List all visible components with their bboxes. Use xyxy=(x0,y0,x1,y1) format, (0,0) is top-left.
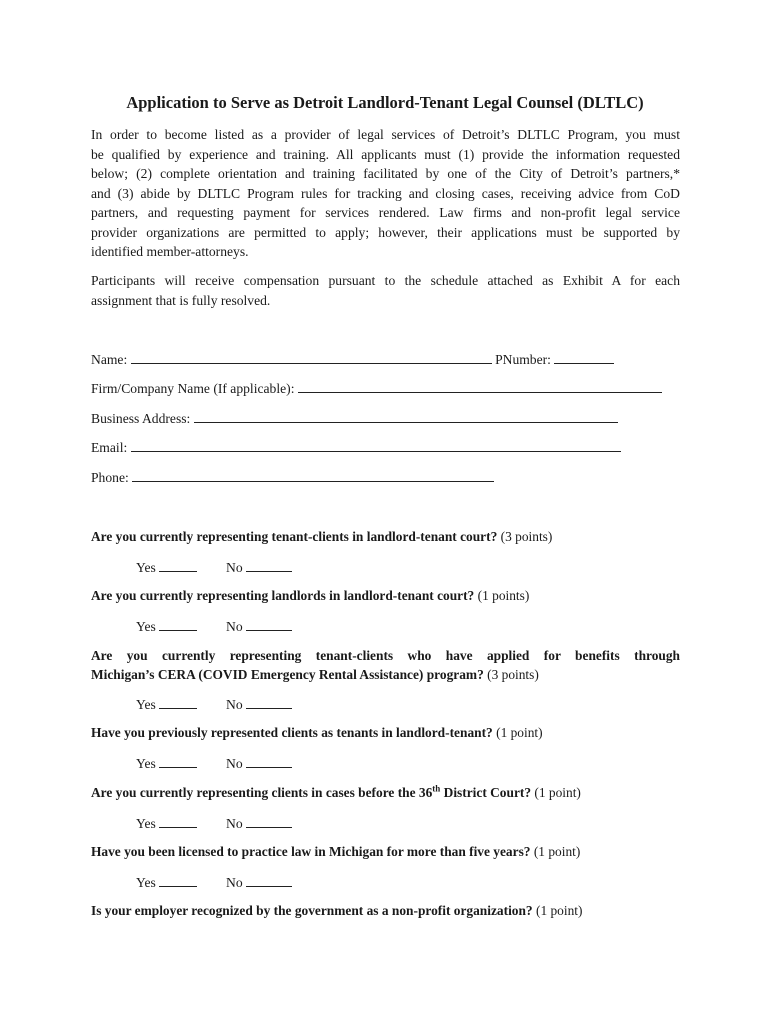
question-text-continued: District Court? xyxy=(440,785,532,800)
yes-answer-line[interactable] xyxy=(159,873,197,887)
no-label: No xyxy=(226,560,243,575)
question-points: (1 point) xyxy=(533,844,581,859)
address-label: Business Address: xyxy=(91,411,191,426)
question-points: (1 points) xyxy=(477,588,530,603)
question-text: Is your employer recognized by the government as a non-profit organization? xyxy=(91,903,533,918)
yes-label: Yes xyxy=(136,697,156,712)
intro-line: provider organizations are permitted to apply; however, their applications must be supported by xyxy=(91,224,680,240)
answer-row-1 xyxy=(136,558,243,577)
no-label: No xyxy=(226,875,243,890)
yes-label: Yes xyxy=(136,756,156,771)
answer-row-2 xyxy=(136,617,243,636)
answer-row-5 xyxy=(136,814,243,833)
question-1 xyxy=(91,528,680,547)
compensation-line: assignment that is fully resolved. xyxy=(91,292,271,308)
question-4 xyxy=(91,724,680,743)
yes-label: Yes xyxy=(136,619,156,634)
firm-field-row xyxy=(91,379,662,398)
question-points: (1 point) xyxy=(496,725,543,740)
question-text: Are you currently representing tenant-clients in landlord-tenant court? xyxy=(91,529,498,544)
phone-input-line[interactable] xyxy=(132,468,494,482)
name-field-row xyxy=(91,350,614,369)
intro-line: In order to become listed as a provider of legal services of Detroit’s DLTLC Program, you must xyxy=(91,127,680,142)
compensation-paragraph xyxy=(91,271,680,310)
question-text: Have you previously represented clients as tenants in landlord-tenant? xyxy=(91,725,493,740)
answer-row-6 xyxy=(136,873,243,892)
intro-line: partners, and requesting payment for services rendered. Law firms and non-profit legal service xyxy=(91,205,680,220)
yes-answer-line[interactable] xyxy=(159,558,197,572)
question-text-continued: Michigan’s CERA (COVID Emergency Rental Assistance) program? xyxy=(91,666,484,682)
question-points: (3 points) xyxy=(487,666,539,682)
name-label: Name: xyxy=(91,352,128,367)
yes-answer-line[interactable] xyxy=(159,695,197,709)
compensation-line: Participants will receive compensation pursuant to the schedule attached as Exhibit A for each xyxy=(91,273,680,288)
no-label: No xyxy=(226,697,243,712)
yes-answer-line[interactable] xyxy=(159,814,197,828)
pnumber-label: PNumber: xyxy=(495,352,551,367)
intro-paragraph xyxy=(91,125,680,262)
question-6 xyxy=(91,843,680,862)
firm-input-line[interactable] xyxy=(298,379,662,393)
no-label: No xyxy=(226,619,243,634)
page-title: Application to Serve as Detroit Landlord-Tenant Legal Counsel (DLTLC) xyxy=(126,93,644,112)
yes-answer-line[interactable] xyxy=(159,754,197,768)
firm-label: Firm/Company Name (If applicable): xyxy=(91,381,295,396)
intro-line: below; (2) complete orientation and training facilitated by one of the City of Detroit’s partners,* xyxy=(91,166,680,181)
email-field-row xyxy=(91,438,621,457)
question-points: (1 point) xyxy=(535,903,583,918)
pnumber-input-line[interactable] xyxy=(554,350,614,364)
email-input-line[interactable] xyxy=(131,438,621,452)
yes-label: Yes xyxy=(136,560,156,575)
intro-line: identified member-attorneys. xyxy=(91,244,249,259)
question-text: Have you been licensed to practice law in Michigan for more than five years? xyxy=(91,844,531,859)
no-answer-line[interactable] xyxy=(246,814,292,828)
question-7 xyxy=(91,902,680,921)
answer-row-3 xyxy=(136,695,243,714)
phone-field-row xyxy=(91,468,494,487)
yes-answer-line[interactable] xyxy=(159,617,197,631)
question-5 xyxy=(91,784,680,803)
intro-line: be qualified by experience and training. All applicants must (1) provide the information requested xyxy=(91,146,680,162)
no-answer-line[interactable] xyxy=(246,873,292,887)
email-label: Email: xyxy=(91,440,128,455)
ordinal-suffix: th xyxy=(432,783,441,794)
address-field-row xyxy=(91,409,618,428)
question-points: (1 point) xyxy=(534,785,581,800)
no-label: No xyxy=(226,756,243,771)
question-text: Are you currently representing clients in cases before the 36 xyxy=(91,785,433,800)
no-label: No xyxy=(226,816,243,831)
address-input-line[interactable] xyxy=(194,409,618,423)
no-answer-line[interactable] xyxy=(246,695,292,709)
answer-row-4 xyxy=(136,754,243,773)
yes-label: Yes xyxy=(136,816,156,831)
question-points: (3 points) xyxy=(500,529,553,544)
question-text: Are you currently representing tenant-clients who have applied for benefits through xyxy=(91,648,680,663)
no-answer-line[interactable] xyxy=(246,754,292,768)
phone-label: Phone: xyxy=(91,470,129,485)
question-text: Are you currently representing landlords in landlord-tenant court? xyxy=(91,588,475,603)
question-3 xyxy=(91,647,680,684)
question-2 xyxy=(91,587,680,606)
yes-label: Yes xyxy=(136,875,156,890)
no-answer-line[interactable] xyxy=(246,617,292,631)
name-input-line[interactable] xyxy=(131,350,492,364)
intro-line: and (3) abide by DLTLC Program rules for tracking and closing cases, receiving advice from CoD xyxy=(91,185,680,201)
no-answer-line[interactable] xyxy=(246,558,292,572)
